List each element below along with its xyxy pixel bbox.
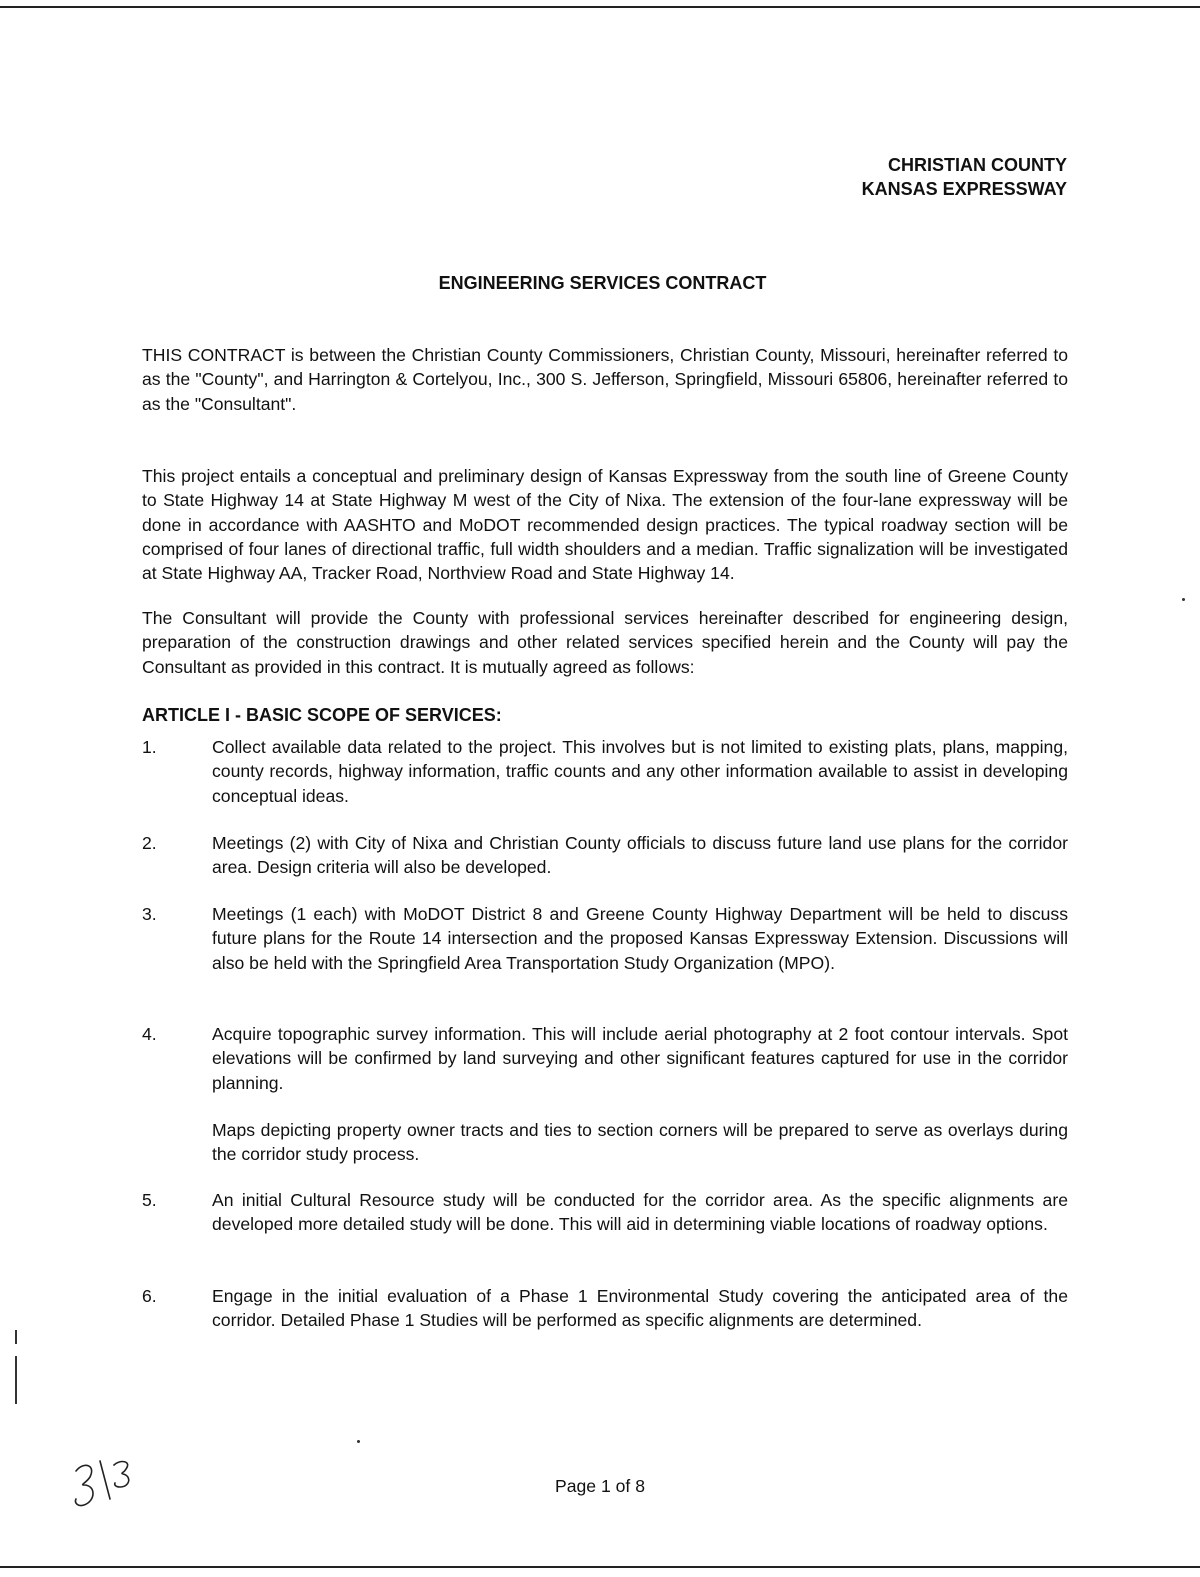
page-number: Page 1 of 8 (555, 1476, 645, 1496)
document-header (862, 153, 1067, 201)
scope-item-text: Acquire topographic survey information. This will include aerial photography at 2 foot contour intervals. Spot elevations will be confirmed by land surveying and other significant features captured for use in the corridor planning. (212, 1024, 1068, 1093)
scan-edge-bottom (0, 1566, 1200, 1568)
document-title: ENGINEERING SERVICES CONTRACT (438, 273, 767, 293)
scope-item-number: 3. (142, 904, 157, 924)
scan-margin-mark (15, 1330, 17, 1344)
article-heading: ARTICLE I - BASIC SCOPE OF SERVICES: (142, 705, 502, 725)
scope-item-continuation-text: Maps depicting property owner tracts and ties to section corners will be prepared to serve as overlays during the corridor study process. (212, 1120, 1068, 1165)
scan-margin-mark (15, 1356, 17, 1404)
scan-speck (1182, 598, 1185, 601)
scope-item-number: 4. (142, 1024, 157, 1044)
scope-item-text: Collect available data related to the project. This involves but is not limited to existing plats, plans, mapping, county records, highway information, traffic counts and any other information available to assist in developing conceptual ideas. (212, 737, 1068, 806)
scope-item-text: Meetings (2) with City of Nixa and Christian County officials to discuss future land use plans for the corridor area. Design criteria will also be developed. (212, 833, 1068, 878)
scan-edge-top (0, 6, 1200, 8)
paragraph-project-description: This project entails a conceptual and preliminary design of Kansas Expressway from the south line of Greene County to State Highway 14 at State Highway M west of the City of Nixa. The extension of the four-lane expressway will be done in accordance with AASHTO and MoDOT recommended design practices. The typical roadway section will be comprised of four lanes of directional traffic, full width shoulders and a median. Traffic signalization will be investigated at State Highway AA, Tracker Road, Northview Road and State Highway 14. (142, 466, 1068, 584)
scope-item-number: 5. (142, 1190, 157, 1210)
scope-item-number: 6. (142, 1286, 157, 1306)
paragraph-agreement: The Consultant will provide the County with professional services hereinafter described for engineering design, preparation of the construction drawings and other related services specified herein and the County will pay the Consultant as provided in this contract. It is mutually agreed as follows: (142, 608, 1068, 677)
scope-item-text: Engage in the initial evaluation of a Phase 1 Environmental Study covering the anticipated area of the corridor. Detailed Phase 1 Studies will be performed as specific alignments are determined. (212, 1286, 1068, 1331)
scope-item-text: Meetings (1 each) with MoDOT District 8 and Greene County Highway Department will be held to discuss future plans for the Route 14 intersection and the proposed Kansas Expressway Extension. Discussions will also be held with the Springfield Area Transportation Study Organization (MPO). (212, 904, 1068, 973)
scope-item-number: 1. (142, 737, 157, 757)
paragraph-parties: THIS CONTRACT is between the Christian County Commissioners, Christian County, Missouri, hereinafter referred to as the "County", and Harrington & Cortelyou, Inc., 300 S. Jefferson, Springfield, Missouri 65806, hereinafter referred to as the "Consultant". (142, 345, 1068, 414)
header-line-county: CHRISTIAN COUNTY (888, 155, 1067, 175)
header-line-project: KANSAS EXPRESSWAY (861, 179, 1067, 199)
scan-speck (357, 1440, 360, 1443)
scope-item-number: 2. (142, 833, 157, 853)
scope-item-text: An initial Cultural Resource study will be conducted for the corridor area. As the specific alignments are developed more detailed study will be done. This will aid in determining viable locations of roadway options. (212, 1190, 1068, 1235)
